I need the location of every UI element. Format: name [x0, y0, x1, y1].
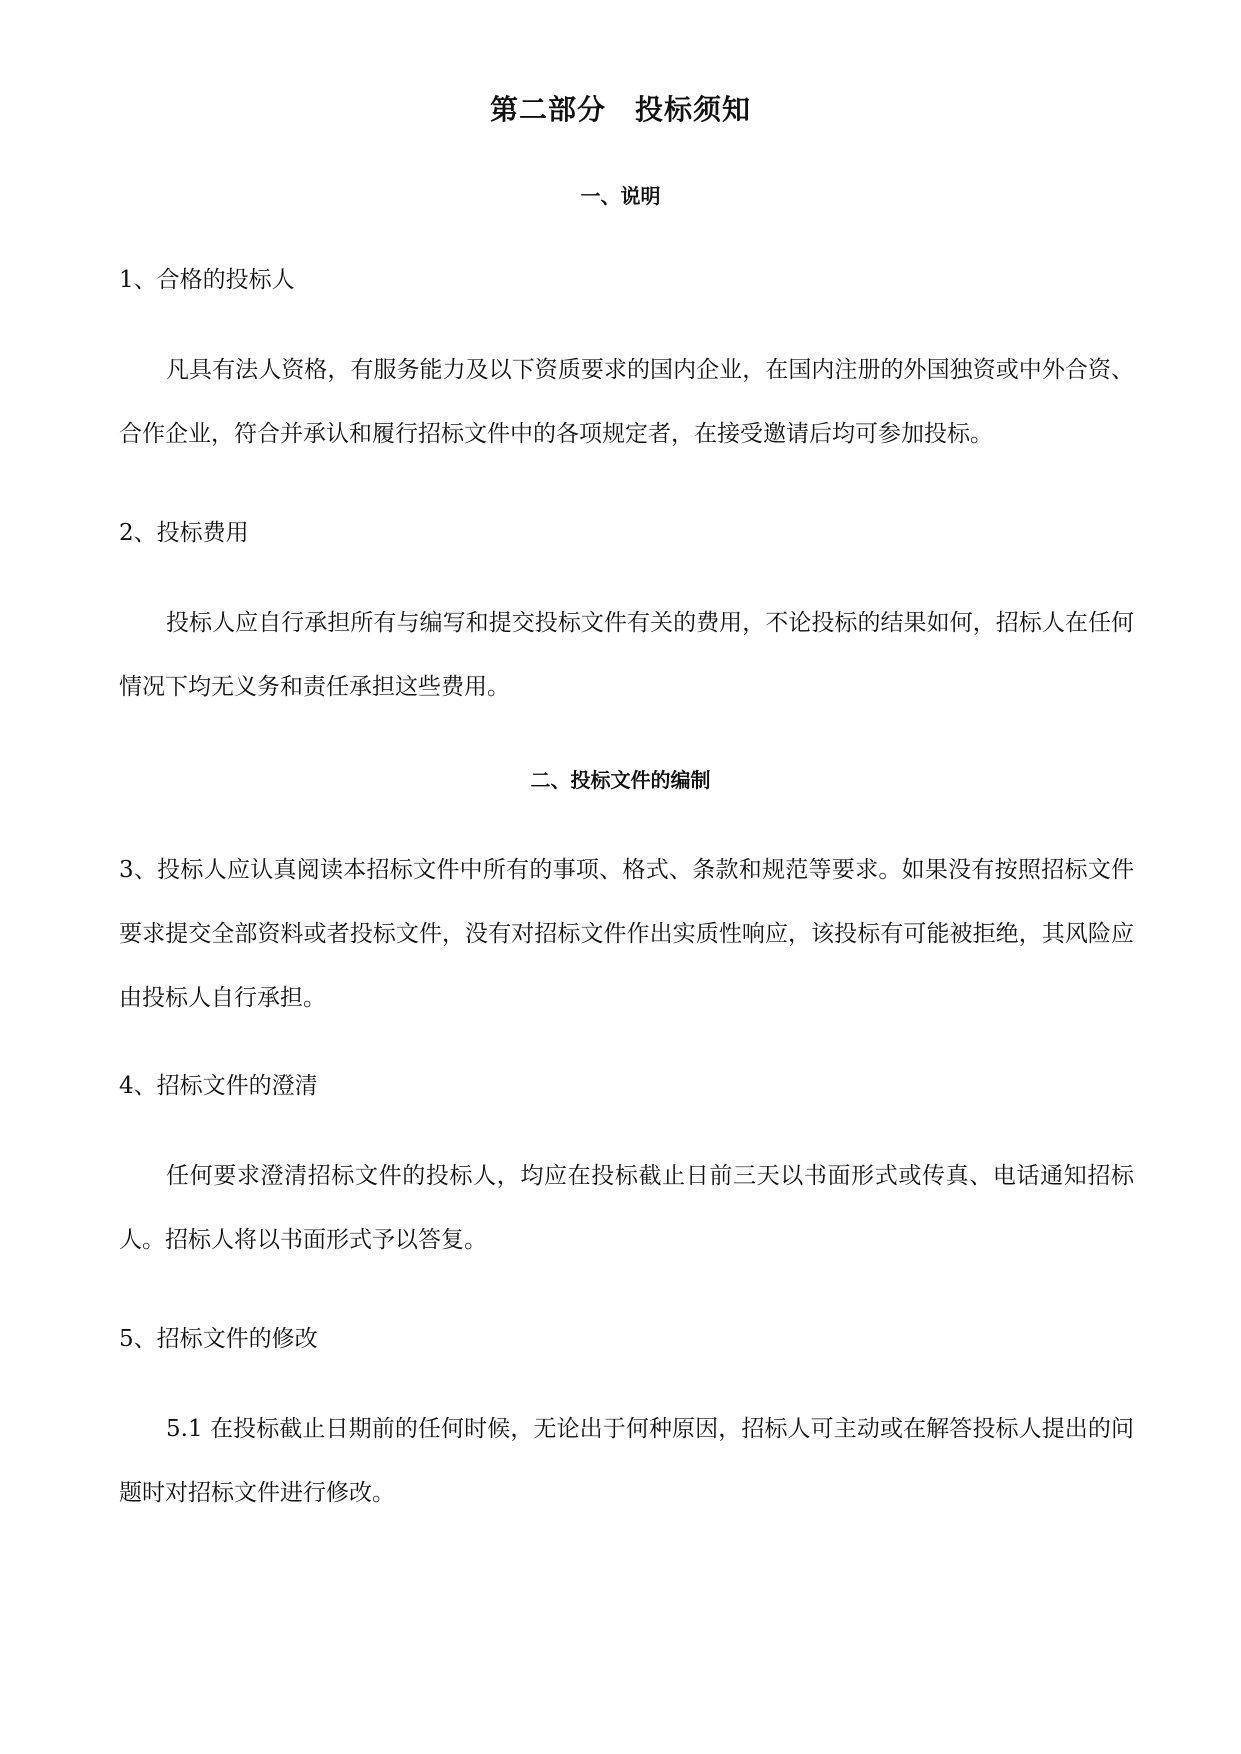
section-heading-bid-preparation: 二、投标文件的编制 [530, 768, 711, 792]
clause-heading-clarification: 4、招标文件的澄清 [119, 1073, 318, 1099]
clause-heading-bid-cost: 2、投标费用 [119, 520, 249, 546]
clause-text-amendment: 5.1 在投标截止日期前的任何时候，无论出于何种原因，招标人可主动或在解答投标人提出的问题时对招标文件进行修改。 [119, 1416, 1134, 1506]
clause-text-read-documents: 3、投标人应认真阅读本招标文件中所有的事项、格式、条款和规范等要求。如果没有按照招标文件要求提交全部资料或者投标文件，没有对招标文件作出实质性响应，该投标有可能被拒绝，其风险应由投标人自行承担。 [119, 857, 1134, 1011]
clause-heading-qualified-bidder: 1、合格的投标人 [119, 267, 295, 293]
clause-text-qualified-bidder: 凡具有法人资格，有服务能力及以下资质要求的国内企业，在国内注册的外国独资或中外合资、合作企业，符合并承认和履行招标文件中的各项规定者，在接受邀请后均可参加投标。 [119, 357, 1134, 447]
clause-text-bid-cost: 投标人应自行承担所有与编写和提交投标文件有关的费用，不论投标的结果如何，招标人在任何情况下均无义务和责任承担这些费用。 [119, 610, 1134, 700]
clause-text-clarification: 任何要求澄清招标文件的投标人，均应在投标截止日前三天以书面形式或传真、电话通知招标人。招标人将以书面形式予以答复。 [119, 1163, 1134, 1253]
clause-heading-amendment: 5、招标文件的修改 [119, 1326, 318, 1352]
section-heading-explanation: 一、说明 [580, 184, 661, 208]
page-title: 第二部分 投标须知 [489, 93, 751, 126]
